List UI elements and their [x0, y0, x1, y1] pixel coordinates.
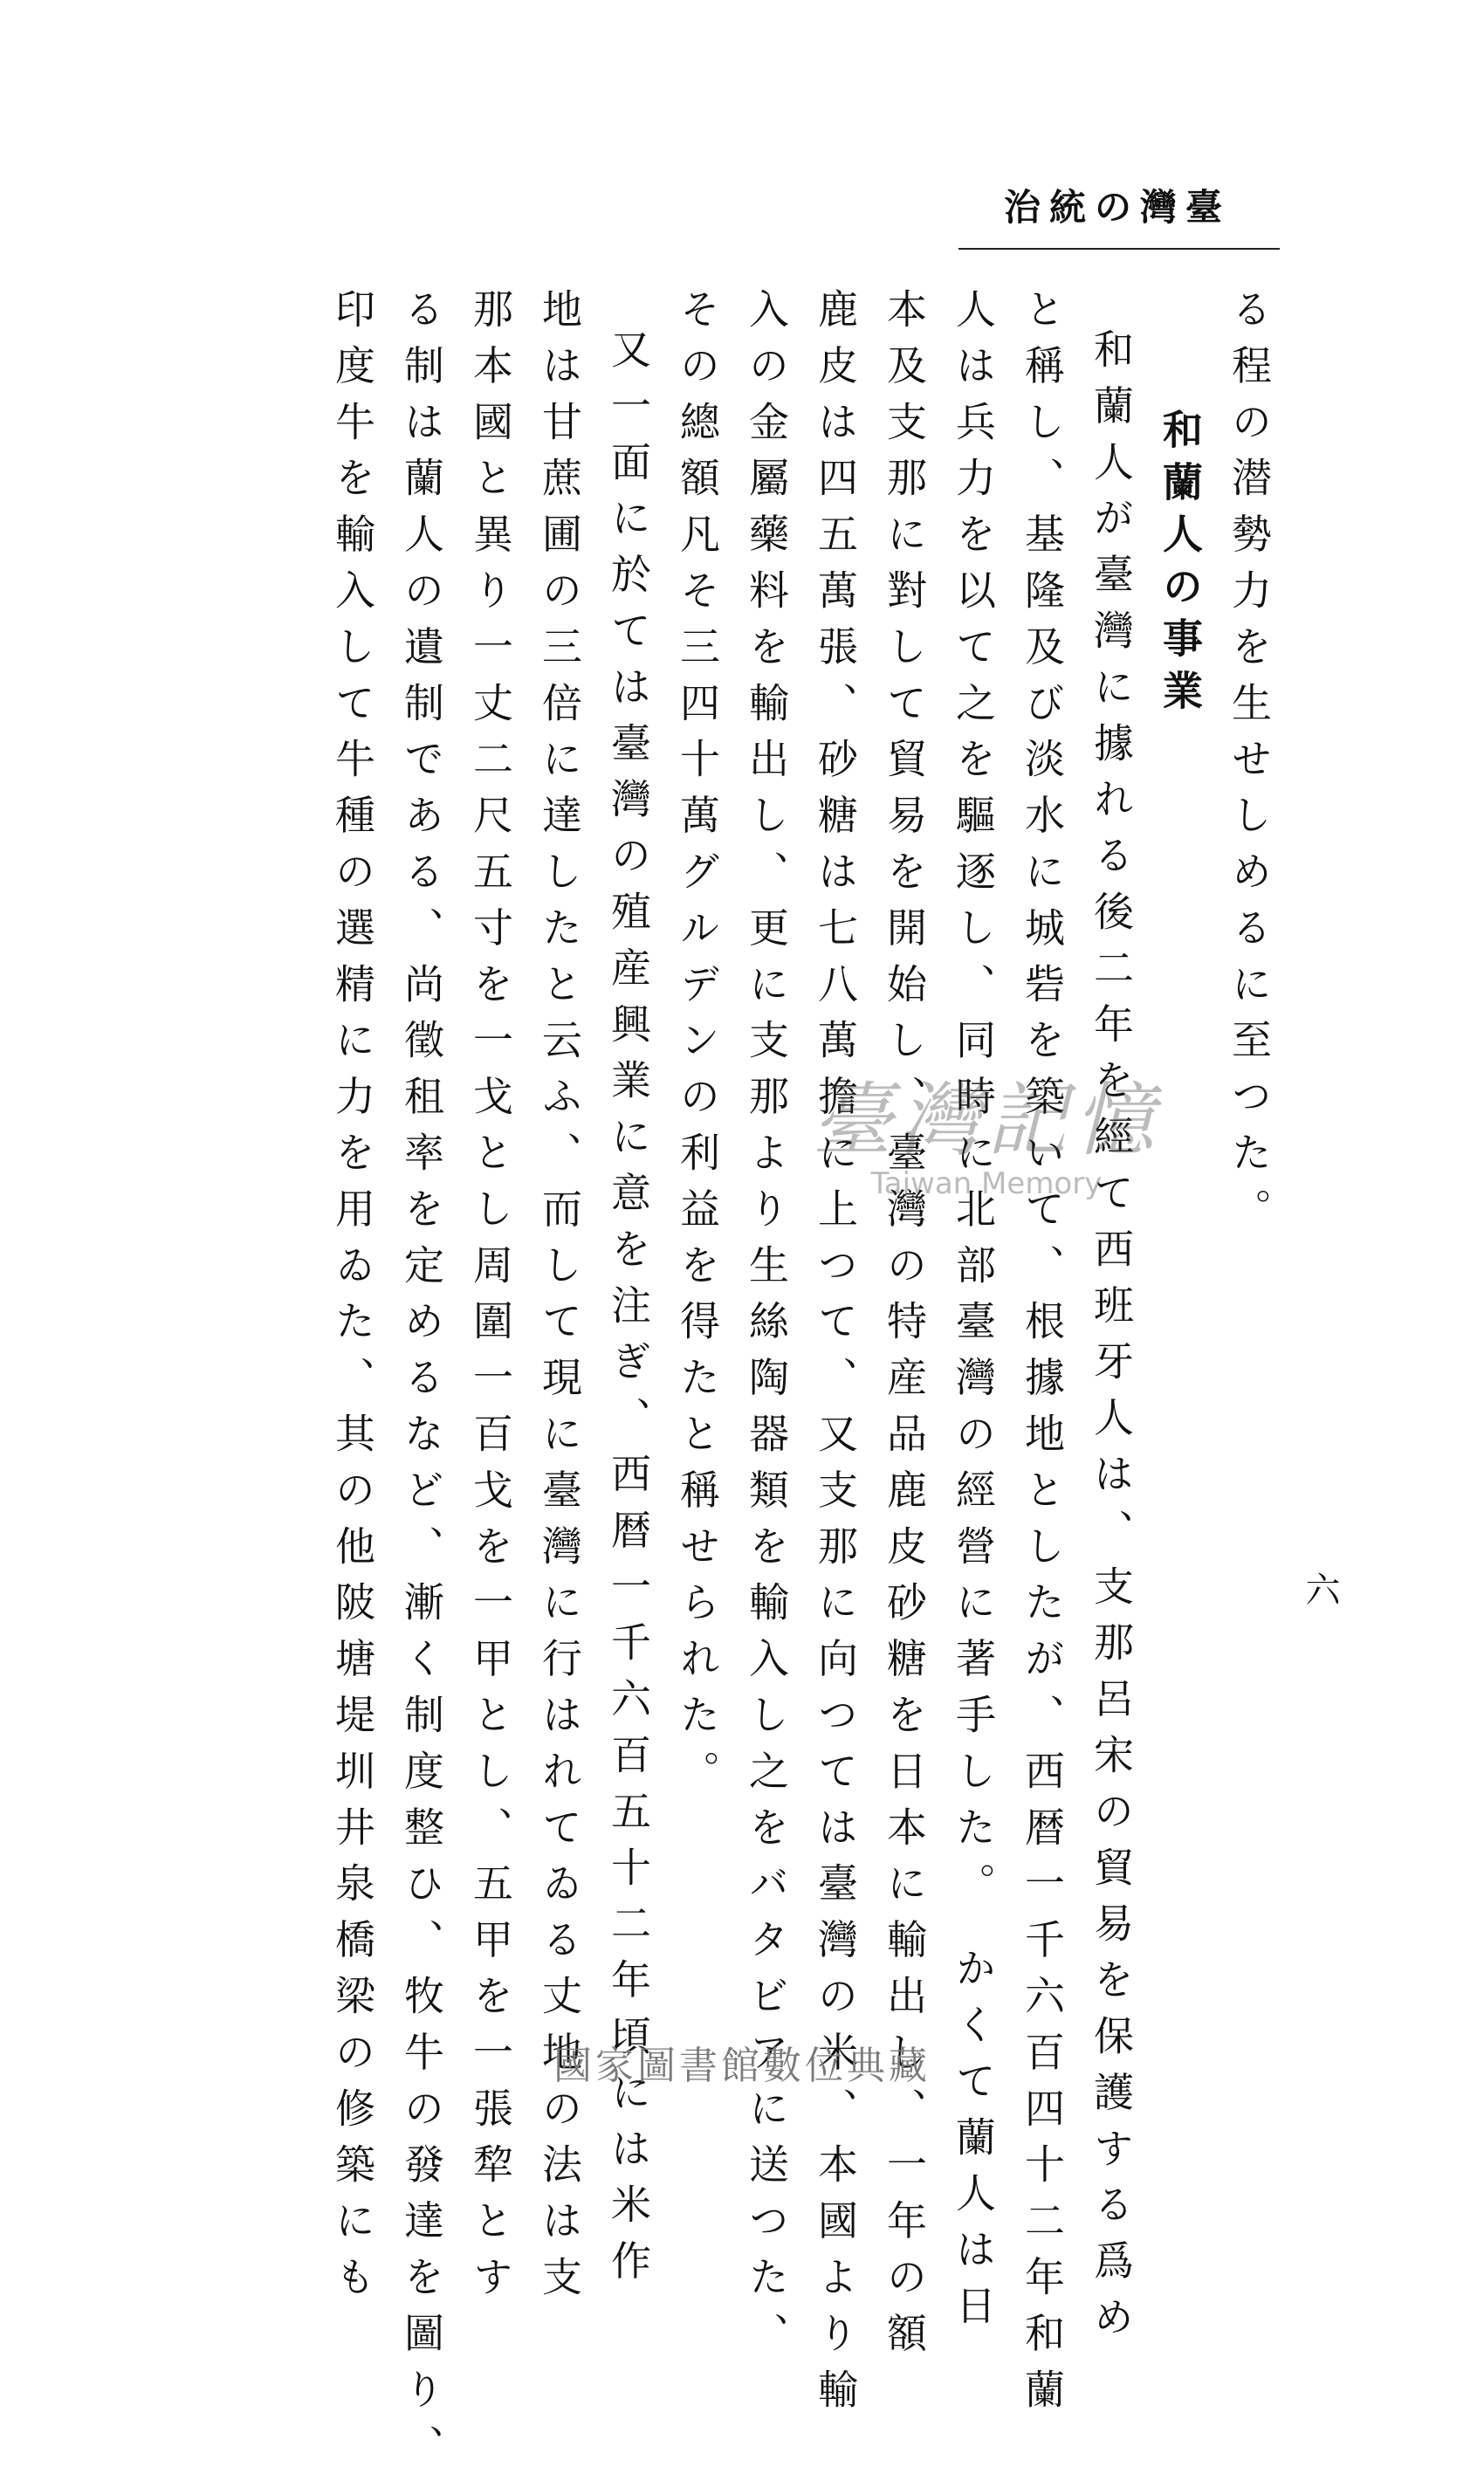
- text-column-11: 地は甘蔗圃の三倍に達したと云ふ、而して現に臺灣に行はれてゐる丈地の法は支: [536, 288, 583, 2313]
- text-column-9: その總額凡そ三四十萬グルデンの利益を得たと稱せられた。: [674, 288, 721, 1806]
- header-rule: [958, 248, 1280, 250]
- watermark-chinese: 臺灣記憶: [811, 1074, 1161, 1167]
- text-column-12: 那本國と異り一丈二尺五寸を一戈とし周圍一百戈を一甲とし、五甲を一張犂とす: [467, 288, 514, 2313]
- text-column-1: る程の潜勢力を生せしめるに至つた。: [1226, 288, 1273, 1244]
- running-head-title: 臺灣の統治: [1004, 186, 1232, 229]
- text-column-7: 鹿皮は四五萬張、砂糖は七八萬擔に上つて、又支那に向つては臺灣の米、本國より輸: [812, 288, 859, 2425]
- text-column-8: 入の金屬藥料を輸出し、更に支那より生絲陶器類を輸入し之をバタビアに送つた、: [743, 288, 790, 2368]
- text-column-14: 印度牛を輸入して牛種の選精に力を用ゐた、其の他陂塘堤圳井泉橋梁の修築にも: [329, 288, 376, 2313]
- text-column-3: 和蘭人が臺灣に據れる後二年を經て西班牙人は、支那呂宋の貿易を保護する爲め: [1088, 328, 1135, 2353]
- text-column-6: 本及支那に對して貿易を開始し、臺灣の特産品鹿皮砂糖を日本に輸出し、一年の額: [881, 288, 928, 2368]
- text-column-10: 又一面に於ては臺灣の殖産興業に意を注ぎ、西暦一千六百五十二年頃には米作: [605, 328, 652, 2296]
- watermark-english: Taiwan Memory: [870, 1166, 1103, 1201]
- library-footer: 國家圖書館數位典藏: [553, 2044, 931, 2088]
- text-column-5: 人は兵力を以て之を驅逐し、同時に北部臺灣の經營に著手した。 かくて蘭人は日: [950, 288, 997, 2341]
- text-column-4: と稱し、基隆及び淡水に城砦を築いて、根據地としたが、西暦一千六百四十二年和蘭: [1019, 288, 1066, 2425]
- text-column-13: る制は蘭人の遺制である、尚徵租率を定めるなど、漸く制度整ひ、牧牛の發達を圖り、: [398, 288, 445, 2481]
- section-heading: 和蘭人の事業: [1157, 409, 1204, 722]
- page-number: 六: [1300, 1571, 1340, 1606]
